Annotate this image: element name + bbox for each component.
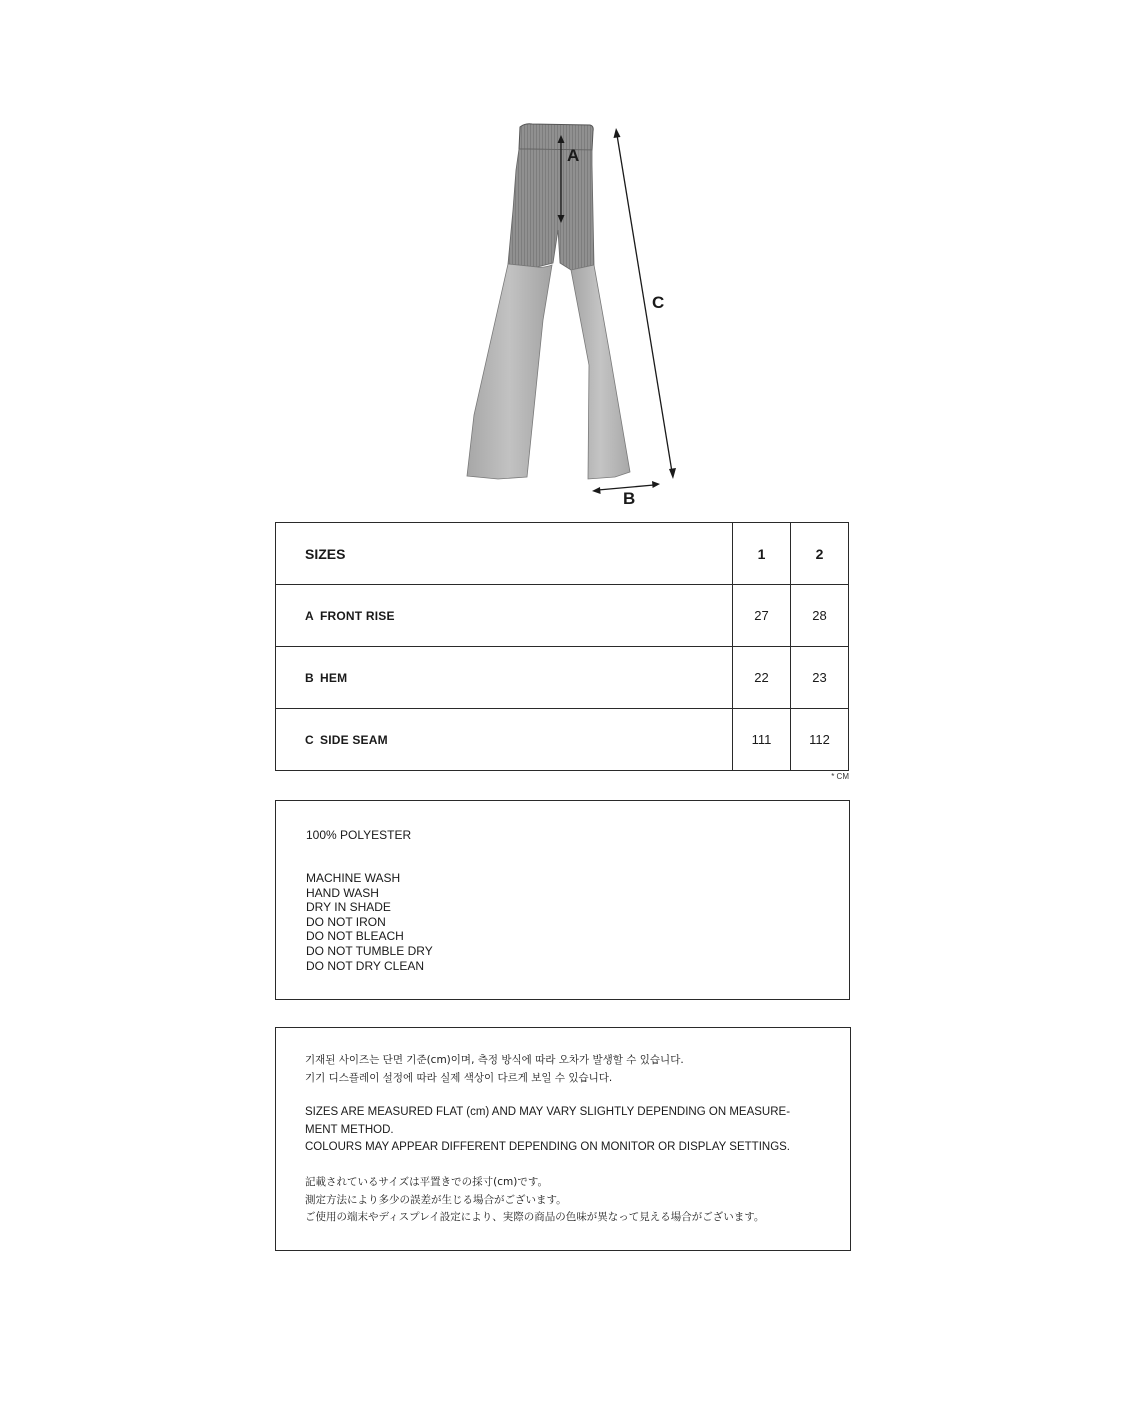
row-label: [276, 709, 733, 771]
row-label: [276, 647, 733, 709]
row-letter: C: [305, 732, 314, 747]
table-row: [276, 647, 849, 709]
left-velvet-leg: [467, 264, 552, 479]
notice-line: 記載されているサイズは平置きでの採寸(cm)です。: [305, 1176, 549, 1188]
notice-line: SIZES ARE MEASURED FLAT (cm) AND MAY VARY SLIGHTLY DEPENDING ON MEASURE-: [305, 1106, 791, 1118]
unit-note: * CM: [831, 772, 849, 781]
pants-measurement-diagram: [440, 115, 700, 515]
table-row: [276, 585, 849, 647]
list-item: HAND WASH: [306, 885, 379, 900]
value-cell: 28: [791, 585, 849, 647]
notice-line: ご使用の端末やディスプレイ設定により、実際の商品の色味が異なって見える場合がございます。: [305, 1211, 765, 1224]
value-cell: 27: [733, 585, 791, 647]
list-item: DO NOT DRY CLEAN: [306, 958, 425, 973]
size-1-header: 1: [733, 523, 791, 585]
list-item: MACHINE WASH: [306, 871, 401, 885]
size-2-header: 2: [791, 523, 849, 585]
list-item: DO NOT BLEACH: [306, 929, 404, 944]
rib-upper-section: [508, 149, 594, 270]
measurement-notice-box: [275, 1027, 851, 1251]
list-item: DO NOT TUMBLE DRY: [306, 943, 433, 958]
value-cell: 112: [791, 709, 849, 771]
waistband: [519, 124, 593, 150]
table-header-row: [276, 523, 849, 585]
notice-english: [305, 1104, 790, 1157]
care-instructions-box: [275, 800, 850, 1000]
notice-korean: [305, 1052, 684, 1087]
notice-line: 測定方法により多少の誤差が生じる場合がございます。: [305, 1193, 567, 1206]
size-table: [275, 522, 849, 771]
list-item: DO NOT IRON: [306, 914, 386, 929]
label-b: B: [623, 489, 636, 508]
right-velvet-leg: [571, 265, 630, 479]
list-item: DRY IN SHADE: [306, 900, 391, 915]
row-letter: B: [305, 670, 314, 685]
sizes-header: SIZES: [276, 523, 733, 585]
notice-line: COLOURS MAY APPEAR DIFFERENT DEPENDING ON MONITOR OR DISPLAY SETTINGS.: [305, 1141, 791, 1154]
notice-line: 기기 디스플레이 설정에 따라 실제 색상이 다르게 보일 수 있습니다.: [305, 1071, 613, 1084]
label-a: A: [567, 146, 580, 165]
notice-line: 기재된 사이즈는 단면 기준(cm)이며, 측정 방식에 따라 오차가 발생할 수 있습니다.: [305, 1054, 684, 1066]
value-cell: 22: [733, 647, 791, 709]
row-label: [276, 585, 733, 647]
row-name: FRONT RISE: [320, 608, 395, 623]
label-c: C: [652, 293, 665, 312]
table-row: [276, 709, 849, 771]
value-cell: 111: [733, 709, 791, 771]
row-letter: A: [305, 608, 314, 623]
side-seam-arrow: [614, 128, 677, 479]
row-name: HEM: [320, 670, 348, 685]
notice-line: MENT METHOD.: [305, 1123, 394, 1136]
value-cell: 23: [791, 647, 849, 709]
care-instruction-list: [306, 871, 433, 973]
row-name: SIDE SEAM: [320, 732, 388, 747]
notice-japanese: [305, 1174, 764, 1227]
fabric-composition: 100% POLYESTER: [306, 828, 412, 842]
